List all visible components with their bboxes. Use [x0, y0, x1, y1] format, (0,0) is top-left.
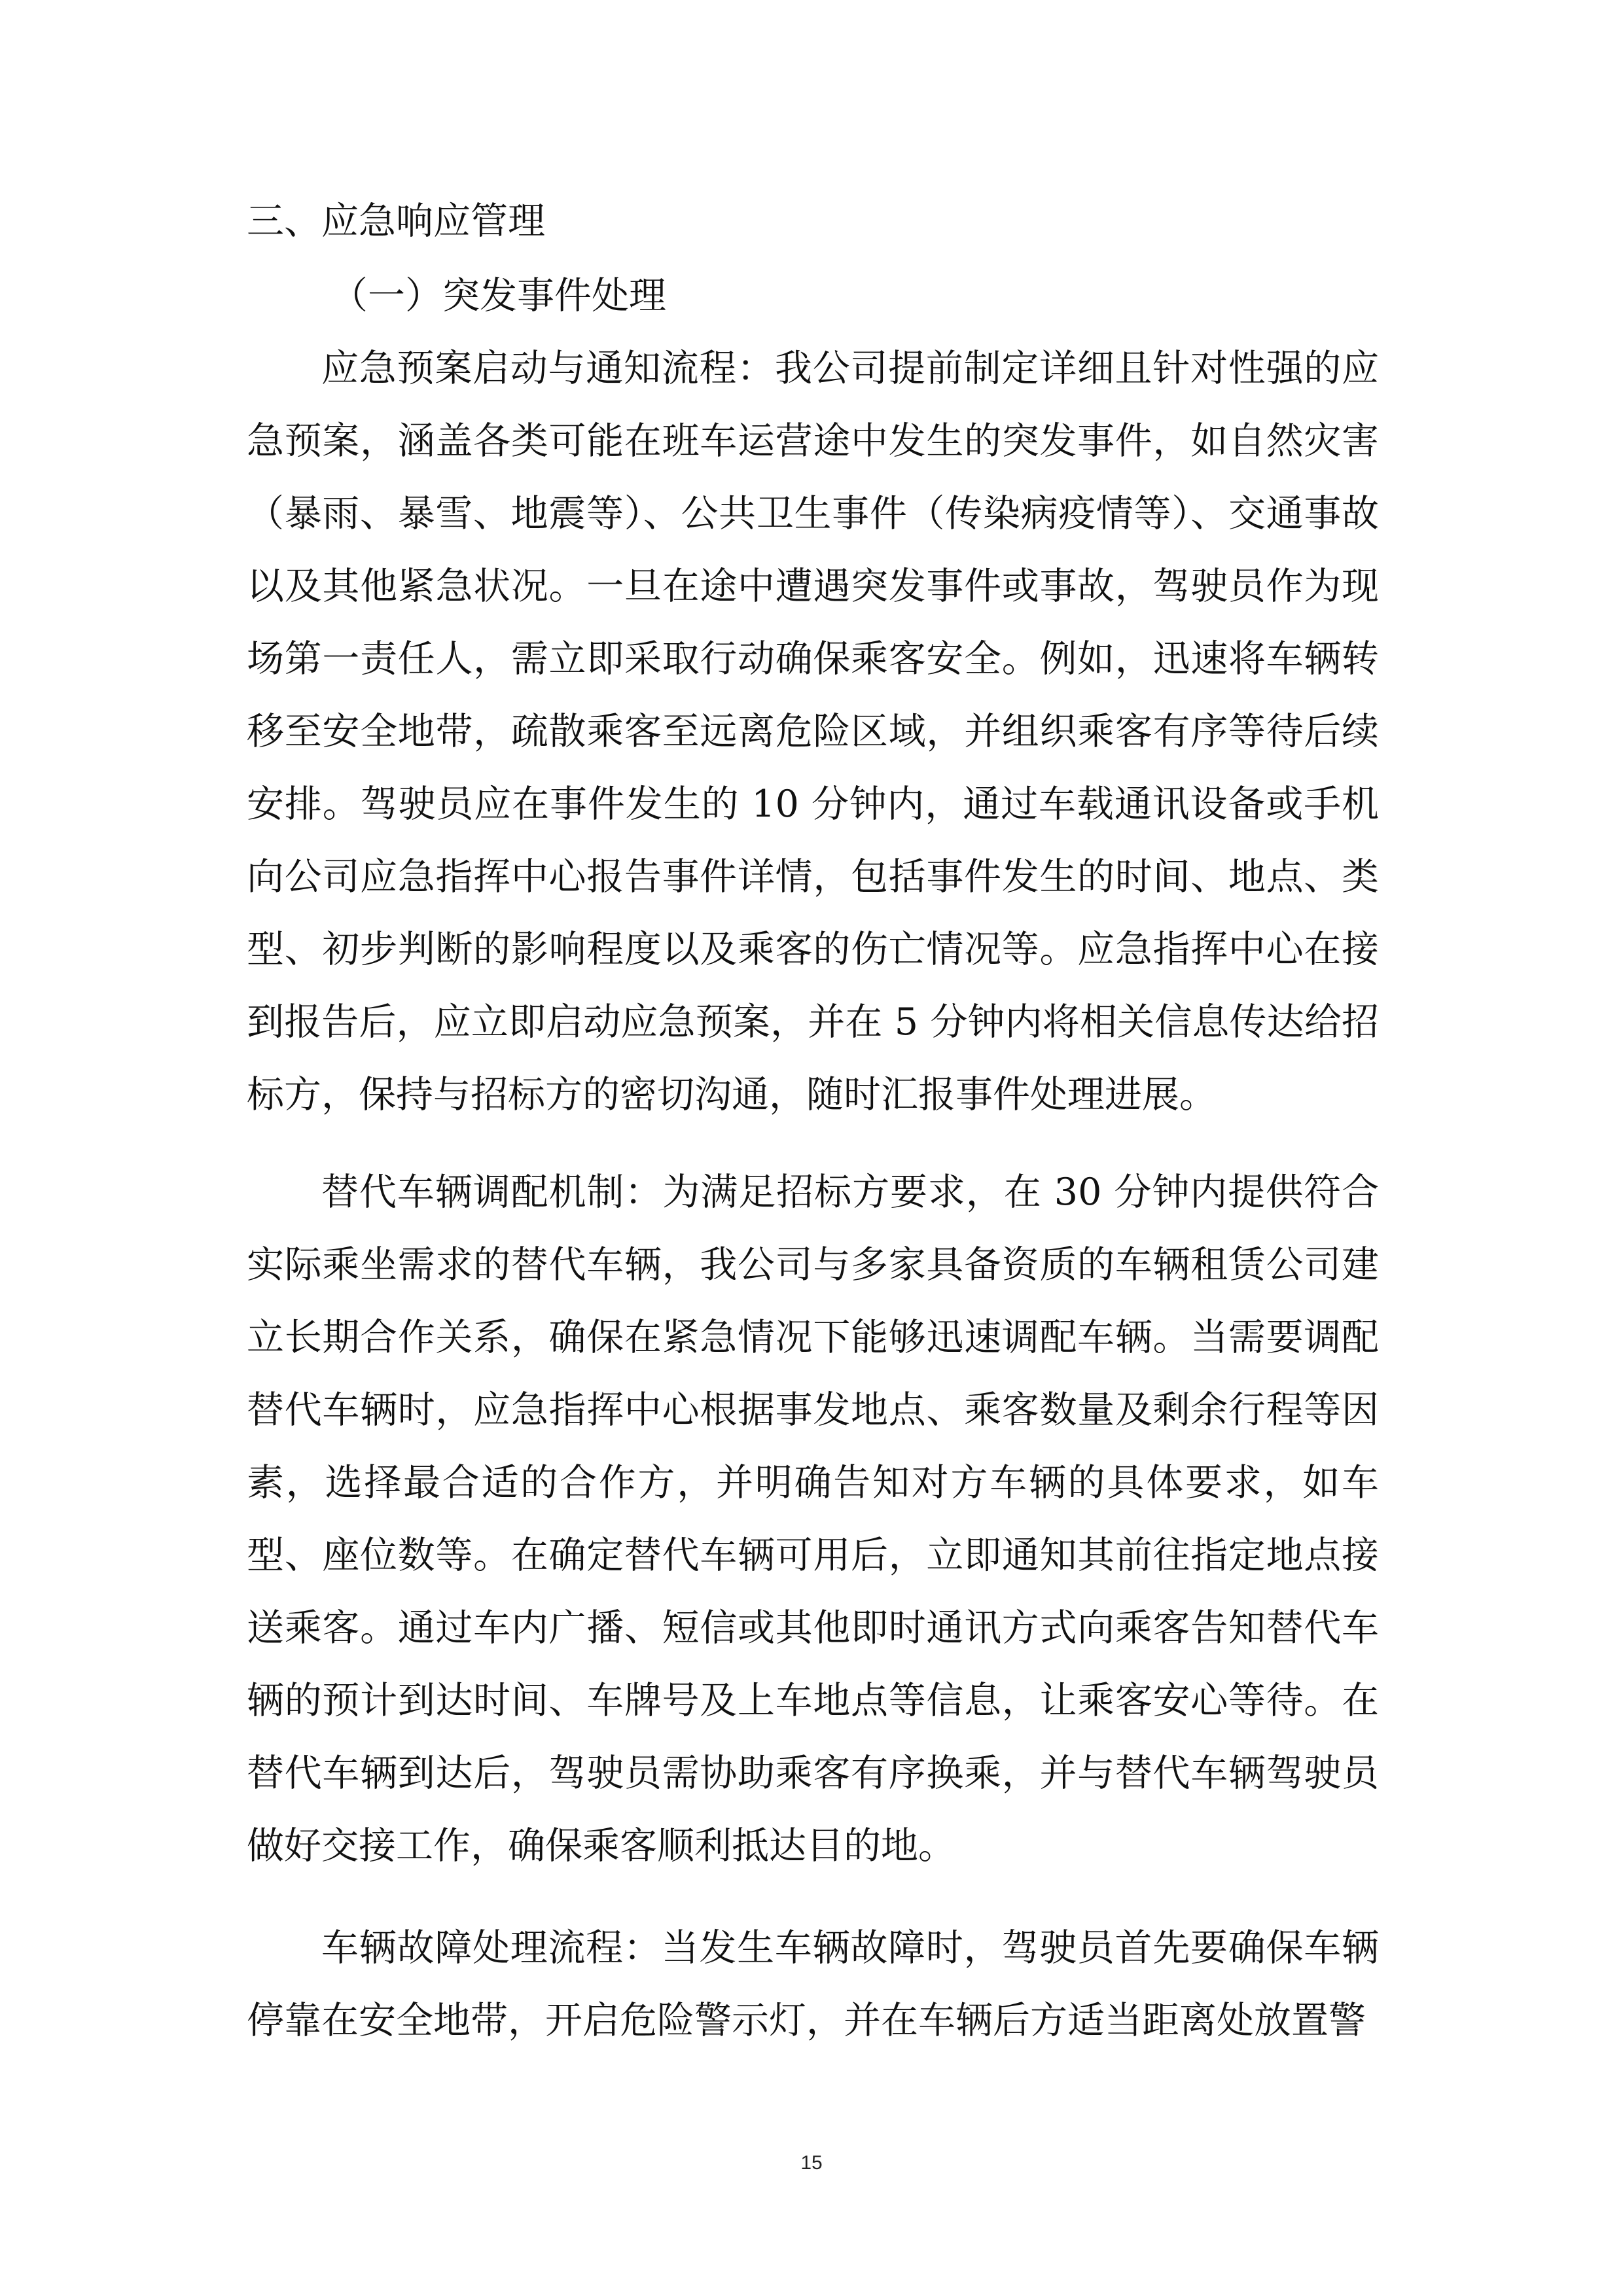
paragraph-text: 应急预案启动与通知流程：我公司提前制定详细且针对性强的应急预案，涵盖各类可能在班车运营途中发生的突发事件，如自然灾害（暴雨、暴雪、地震等）、公共卫生事件（传染病疫情等）、交通事故以及其他紧急状况。一旦在途中遭遇突发事件或事故，驾驶员作为现场第一责任人，需立即采取行动确保乘客安全。例如，迅速将车辆转移至安全地带，疏散乘客至远离危险区域，并组织乘客有序等待后续安排。驾驶员应在事件发生的 10 分钟内，通过车载通讯设备或手机向公司应急指挥中心报告事件详情，包括事件发生的时间、地点、类型、初步判断的影响程度以及乘客的伤亡情况等。应急指挥中心在接到报告后，应立即启动应急预案，并在 5 分钟内将相关信息传达给招标方，保持与招标方的密切沟通，随时汇报事件处理进展。 [247, 347, 1379, 1116]
section-heading: 三、应急响应管理 [247, 200, 545, 243]
paragraph-text: 车辆故障处理流程：当发生车辆故障时，驾驶员首先要确保车辆停靠在安全地带，开启危险警示灯，并在车辆后方适当距离处放置警 [247, 1926, 1379, 2042]
subsection-heading: （一）突发事件处理 [330, 274, 666, 317]
paragraph-emergency-plan [247, 332, 1379, 1131]
paragraph-replacement-vehicle [247, 1156, 1379, 1882]
paragraph-text: 替代车辆调配机制：为满足招标方要求，在 30 分钟内提供符合实际乘坐需求的替代车辆，我公司与多家具备资质的车辆租赁公司建立长期合作关系，确保在紧急情况下能够迅速调配车辆。当需要调配替代车辆时，应急指挥中心根据事发地点、乘客数量及剩余行程等因素，选择最合适的合作方，并明确告知对方车辆的具体要求，如车型、座位数等。在确定替代车辆可用后，立即通知其前往指定地点接送乘客。通过车内广播、短信或其他即时通讯方式向乘客告知替代车辆的预计到达时间、车牌号及上车地点等信息，让乘客安心等待。在替代车辆到达后，驾驶员需协助乘客有序换乘，并与替代车辆驾驶员做好交接工作，确保乘客顺利抵达目的地。 [247, 1171, 1379, 1867]
page-number: 15 [800, 2152, 823, 2174]
paragraph-vehicle-breakdown [247, 1912, 1379, 2057]
